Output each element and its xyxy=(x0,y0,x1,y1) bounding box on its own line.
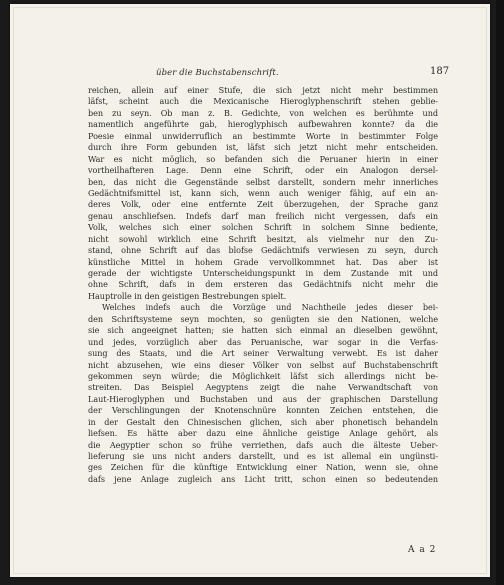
text-line: sie sich angeeignet hatten; sie hatten sich einmal an dieselben gewöhnt, xyxy=(88,325,438,336)
text-line: ben zu seyn. Ob man z. B. Gedichte, von welchen es berühmte und xyxy=(88,107,438,118)
text-line: nicht sowohl wirklich eine Schrift besitzt, als vielmehr nur den Zu- xyxy=(88,233,438,244)
text-line: stand, ohne Schrift auf das blofse Gedächtnifs verwiesen zu seyn, durch xyxy=(88,245,438,256)
text-line: gerade der wichtigste Unterscheidungspunkt in dem Zustande mit und xyxy=(88,268,438,278)
text-line: ben, das nicht die Gegenstände selbst darstellt, sondern mehr innerliches xyxy=(88,176,438,187)
text-line: namentlich angeführte gab, hieroglyphisch aufbewahren konnte? da die xyxy=(88,119,438,130)
text-line: läfst, scheint auch die Mexicanische Hieroglyphenschrift stehen geblie- xyxy=(88,96,438,107)
text-line: gekommen seyn würde; die Möglichkeit läfst sich allerdings nicht be- xyxy=(88,370,438,381)
scan-edge xyxy=(496,0,504,585)
text-line: den Schriftsysteme seyn mochten, so genügten sie den Nationen, welche xyxy=(88,313,438,324)
text-line: genau anschliefsen. Indefs darf man freilich nicht vergessen, dafs ein xyxy=(88,210,438,221)
text-line: War es nicht möglich, so befanden sich die Peruaner hierin in einer xyxy=(88,153,438,164)
text-line: sung des Staats, und die Art seiner Verwaltung verwebt. Es ist daher xyxy=(88,348,438,359)
text-line: künstliche Mittel in hohem Grade vervollkommnet hat. Das aber ist xyxy=(88,256,438,267)
text-line: und jedes, vorzüglich aber das Peruanische, war sogar in die Verfas- xyxy=(88,336,438,347)
text-line: liefsen. Es hätte aber dazu eine ähnliche geistige Anlage gehört, als xyxy=(88,428,438,439)
text-line: Laut-Hieroglyphen und Buchstaben und aus der graphischen Darstellung xyxy=(88,393,438,404)
text-line: Volk, welches sich einer solchen Schrift in solchem Sinne bediente, xyxy=(88,222,438,233)
text-line: durch ihre Form gebunden ist, läfst sich jetzt nicht mehr entscheiden. xyxy=(88,142,438,153)
text-line: reichen, allein auf einer Stufe, die sich jetzt nicht mehr bestimmen xyxy=(88,85,438,95)
text-line: dafs jene Anlage zugleich ans Licht tritt, schon einen so bedeutenden xyxy=(88,473,438,484)
body-text xyxy=(88,85,438,485)
text-line: in der Gestalt den Chinesischen glichen, sich aber phonetisch behandeln xyxy=(88,416,438,427)
page-number: 187 xyxy=(430,66,450,77)
text-line: die Aegyptier schon so frühe verriethen, dafs auch die älteste Ueber- xyxy=(88,439,438,450)
printer-signature: A a 2 xyxy=(408,545,437,555)
text-line-paragraph-start: Welches indefs auch die Vorzüge und Nachtheile jedes dieser bei- xyxy=(102,302,438,313)
text-line: Poesie einmal unwiderruflich an bestimmte Worte in bestimmter Folge xyxy=(88,130,438,141)
text-line: vortheilhafteren Lage. Denn eine Schrift, oder ein Analogon dersel- xyxy=(88,165,438,176)
text-line: lieferung sie uns nicht anders darstellt, und es ist allemal ein ungünsti- xyxy=(88,451,438,461)
text-line: ges Zeichen für die künftige Entwicklung einer Nation, wenn sie, ohne xyxy=(88,462,438,473)
text-line: deres Volk, oder eine entfernte Zeit überzugehen, der Sprache ganz xyxy=(88,199,438,210)
text-line: nicht abzusehen, wie eins dieser Völker von selbst auf Buchstabenschrift xyxy=(88,359,438,370)
text-line-paragraph-end: Hauptrolle in den geistigen Bestrebungen spielt. xyxy=(88,290,287,301)
text-line: Gedächtnifsmittel ist, kann sich, wenn auch weniger fähig, auf ein an- xyxy=(88,187,438,198)
text-line: streiten. Das Beispiel Aegyptens zeigt die nahe Verwandtschaft von xyxy=(88,382,438,393)
text-line: der Verschlingungen der Knotenschnüre konnten Zeichen entstehen, die xyxy=(88,405,438,416)
running-head: über die Buchstabenschrift. xyxy=(156,68,279,78)
text-line: ohne Schrift, dafs in dem ersteren das Gedächtnifs nicht mehr die xyxy=(88,279,438,290)
